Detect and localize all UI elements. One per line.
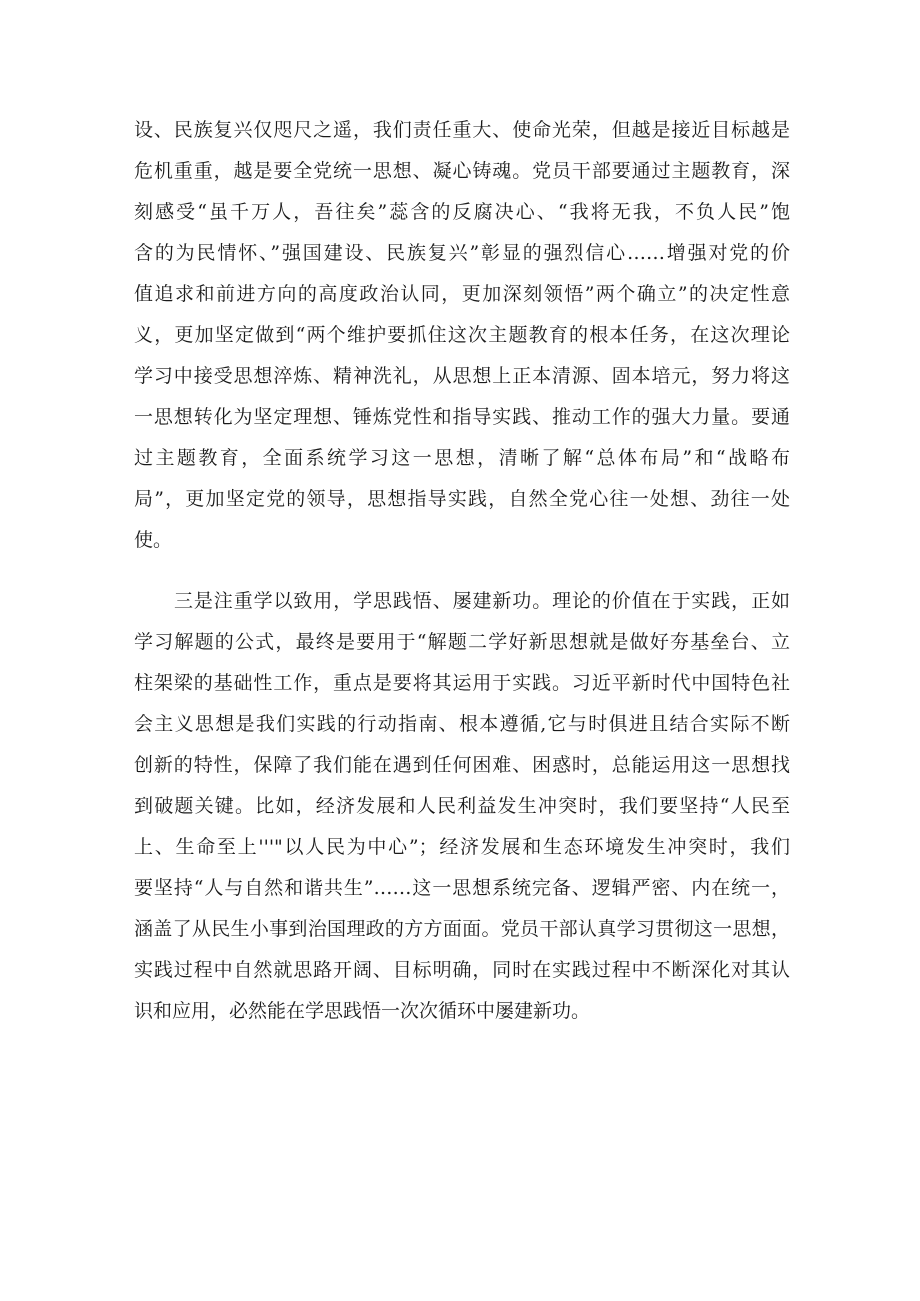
- paragraph-1-line-11: 使。: [134, 529, 173, 551]
- paragraph-1-line-10: 局”，更加坚定党的领导，思想指导实践，自然全党心往一处想、劲往一处: [134, 488, 790, 510]
- paragraph-2-line-8: 要坚持“人与自然和谐共生”……这一思想系统完备、逻辑严密、内在统一，: [134, 877, 790, 899]
- paragraph-2: [134, 581, 790, 1032]
- paragraph-2-line-5: 创新的特性，保障了我们能在遇到任何困难、困惑时，总能运用这一思想找: [134, 754, 790, 776]
- paragraph-2-line-9: 涵盖了从民生小事到治国理政的方方面面。党员干部认真学习贯彻这一思想，: [134, 918, 790, 940]
- paragraph-2-line-3: 柱架梁的基础性工作，重点是要将其运用于实践。习近平新时代中国特色社: [134, 672, 790, 694]
- paragraph-2-line-4: 会主义思想是我们实践的行动指南、根本遵循,它与时俱进且结合实际不断: [134, 713, 790, 735]
- paragraph-2-line-11: 识和应用，必然能在学思践悟一次次循环中屡建新功。: [134, 1000, 591, 1022]
- paragraph-1: [134, 110, 790, 561]
- paragraph-2-line-6: 到破题关键。比如，经济发展和人民利益发生冲突时，我们要坚持“人民至: [134, 795, 790, 817]
- paragraph-1-line-6: 义，更加坚定做到“两个维护要抓住这次主题教育的根本任务，在这次理论: [134, 324, 790, 346]
- paragraph-2-line-10: 实践过程中自然就思路开阔、目标明确，同时在实践过程中不断深化对其认: [134, 959, 790, 981]
- paragraph-1-line-1: 设、民族复兴仅咫尺之遥，我们责任重大、使命光荣，但越是接近目标越是: [134, 119, 790, 141]
- paragraph-2-line-7: 上、生命至上'''"以人民为中心”；经济发展和生态环境发生冲突时，我们: [134, 836, 790, 858]
- paragraph-1-line-4: 含的为民情怀、”强国建设、民族复兴”彰显的强烈信心……增强对党的价: [134, 242, 790, 264]
- document-body: [134, 110, 790, 1032]
- paragraph-1-line-9: 过主题教育，全面系统学习这一思想，清晰了解“总体布局”和“战略布: [134, 447, 790, 469]
- paragraph-2-line-1: 三是注重学以致用，学思践悟、屡建新功。理论的价值在于实践，正如: [174, 590, 790, 612]
- paragraph-1-line-7: 学习中接受思想淬炼、精神洗礼，从思想上正本清源、固本培元，努力将这: [134, 365, 790, 387]
- paragraph-1-line-3: 刻感受“虽千万人，吾往矣”蕊含的反腐决心、“我将无我，不负人民”饱: [134, 201, 790, 223]
- paragraph-1-line-2: 危机重重，越是要全党统一思想、凝心铸魂。党员干部要通过主题教育，深: [134, 160, 790, 182]
- paragraph-1-line-8: 一思想转化为坚定理想、锤炼党性和指导实践、推动工作的强大力量。要通: [134, 406, 790, 428]
- paragraph-spacer: [134, 561, 790, 581]
- paragraph-2-line-2: 学习解题的公式，最终是要用于“解题二学好新思想就是做好夯基垒台、立: [134, 631, 790, 653]
- paragraph-1-line-5: 值追求和前进方向的高度政治认同，更加深刻领悟”两个确立”的决定性意: [134, 283, 790, 305]
